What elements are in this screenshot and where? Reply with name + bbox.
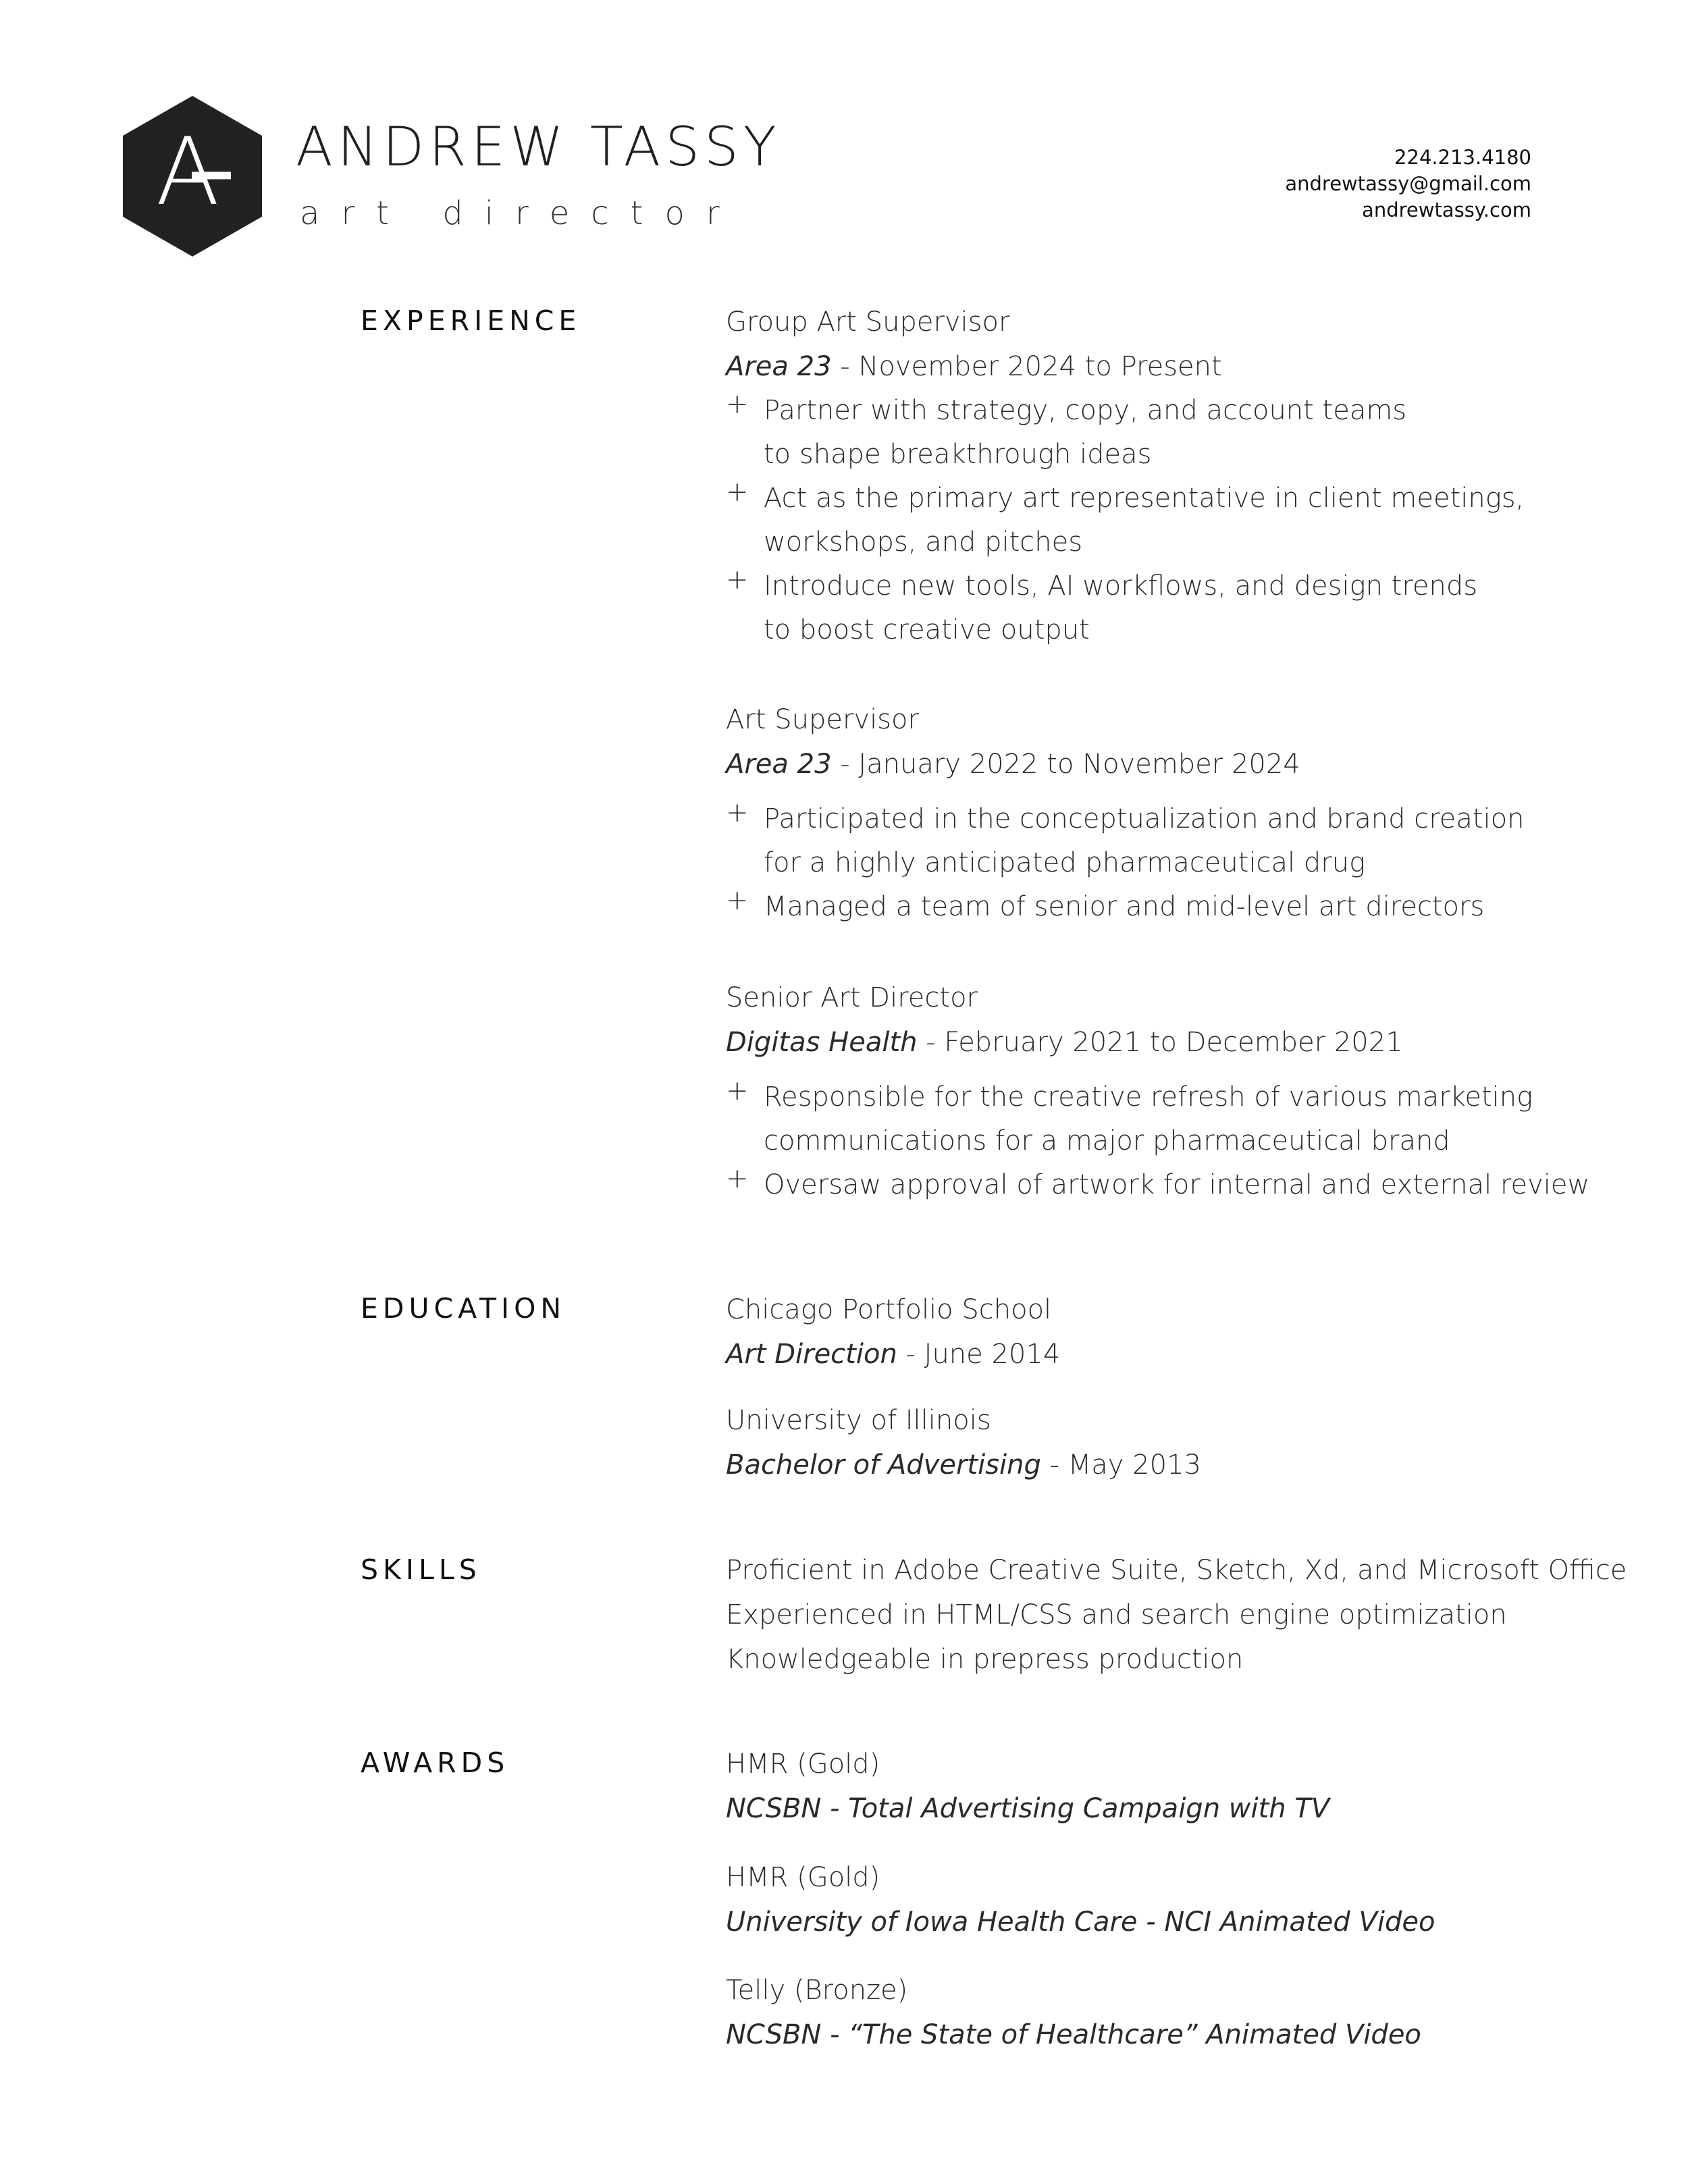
award-entry-2 [726,1855,1536,1944]
plus-icon: + [726,885,749,916]
plus-icon: + [726,477,749,508]
logo-monogram: A [155,117,220,226]
education-date: - May 2013 [1040,1449,1201,1481]
phone-number: 224.213.4180 [1394,146,1531,169]
plus-icon: + [726,564,749,595]
bullet-line: communications for a major pharmaceutical brand [764,1125,1450,1156]
experience-job-2 [726,697,1536,929]
bullet-line: to shape breakthrough ideas [764,439,1152,470]
award-entry-3 [726,1968,1536,2057]
bullet-line: Act as the primary art representative in client meetings, [764,483,1525,514]
award-detail: University of Iowa Health Care - NCI Animated Video [726,1907,1435,1938]
education-entry-2 [726,1398,1536,1487]
job-bullet [726,1075,1536,1163]
award-detail: NCSBN - “The State of Healthcare” Animated Video [726,2019,1421,2050]
education-program-date [726,1443,1536,1487]
bullet-line: for a highly anticipated pharmaceutical drug [764,847,1366,878]
person-title: art director [300,194,741,232]
experience-job-1 [726,300,1536,652]
job-bullet [726,885,1536,929]
bullet-line: Managed a team of senior and mid-level art directors [764,891,1485,922]
experience-heading: EXPERIENCE [361,304,581,337]
person-name: ANDREW TASSY [296,115,781,178]
skill-item: Experienced in HTML/CSS and search engine optimization [726,1599,1507,1630]
bullet-line: Introduce new tools, AI workflows, and design trends [764,570,1478,602]
job-company: Area 23 [726,351,832,382]
job-bullet [726,477,1536,564]
logo [122,95,263,258]
job-company-dates [726,742,1536,787]
education-entry-1 [726,1287,1536,1377]
job-role: Senior Art Director [726,982,978,1013]
job-bullet [726,1163,1590,1207]
plus-icon: + [726,389,749,420]
education-program: Bachelor of Advertising [726,1449,1041,1481]
job-company-dates [726,344,1536,389]
skills-list [726,1548,1627,1682]
job-company: Area 23 [726,749,832,780]
contact-info [1285,144,1531,223]
job-company: Digitas Health [726,1027,918,1058]
skill-item: Knowledgeable in prepress production [726,1644,1244,1675]
education-program-date [726,1332,1536,1377]
website-link[interactable]: andrewtassy.com [1362,198,1531,221]
job-bullet [726,389,1536,477]
plus-icon: + [726,797,749,828]
award-entry-1 [726,1742,1536,1831]
job-dates: - November 2024 to Present [831,351,1222,382]
award-detail: NCSBN - Total Advertising Campaign with TV [726,1793,1330,1824]
skills-heading: SKILLS [361,1553,481,1586]
bullet-line: Oversaw approval of artwork for internal and external review [764,1169,1590,1200]
award-name: HMR (Gold) [726,1749,880,1780]
job-role: Group Art Supervisor [726,307,1010,338]
education-heading: EDUCATION [361,1292,566,1325]
education-program: Art Direction [726,1339,897,1370]
bullet-line: to boost creative output [764,614,1090,645]
name-block [296,115,781,232]
education-school: Chicago Portfolio School [726,1294,1052,1325]
award-name: HMR (Gold) [726,1862,880,1893]
plus-icon: + [726,1075,749,1107]
skill-item: Proficient in Adobe Creative Suite, Sketch, Xd, and Microsoft Office [726,1555,1627,1586]
plus-icon: + [726,1163,749,1194]
bullet-line: workshops, and pitches [764,527,1083,558]
job-company-dates [726,1020,1536,1065]
email-address[interactable]: andrewtassy@gmail.com [1285,172,1531,195]
logo-hexagon-icon [122,95,263,258]
job-dates: - February 2021 to December 2021 [917,1027,1403,1058]
job-role: Art Supervisor [726,704,919,735]
job-bullet [726,797,1536,885]
education-date: - June 2014 [897,1339,1061,1370]
bullet-line: Partner with strategy, copy, and account teams [764,395,1407,426]
job-bullet [726,564,1536,652]
award-name: Telly (Bronze) [726,1975,908,2006]
experience-job-3 [726,976,1590,1207]
bullet-line: Responsible for the creative refresh of various marketing [764,1082,1533,1113]
bullet-line: Participated in the conceptualization and brand creation [764,803,1525,834]
job-dates: - January 2022 to November 2024 [831,749,1300,780]
education-school: University of Illinois [726,1405,991,1436]
awards-heading: AWARDS [361,1747,510,1779]
